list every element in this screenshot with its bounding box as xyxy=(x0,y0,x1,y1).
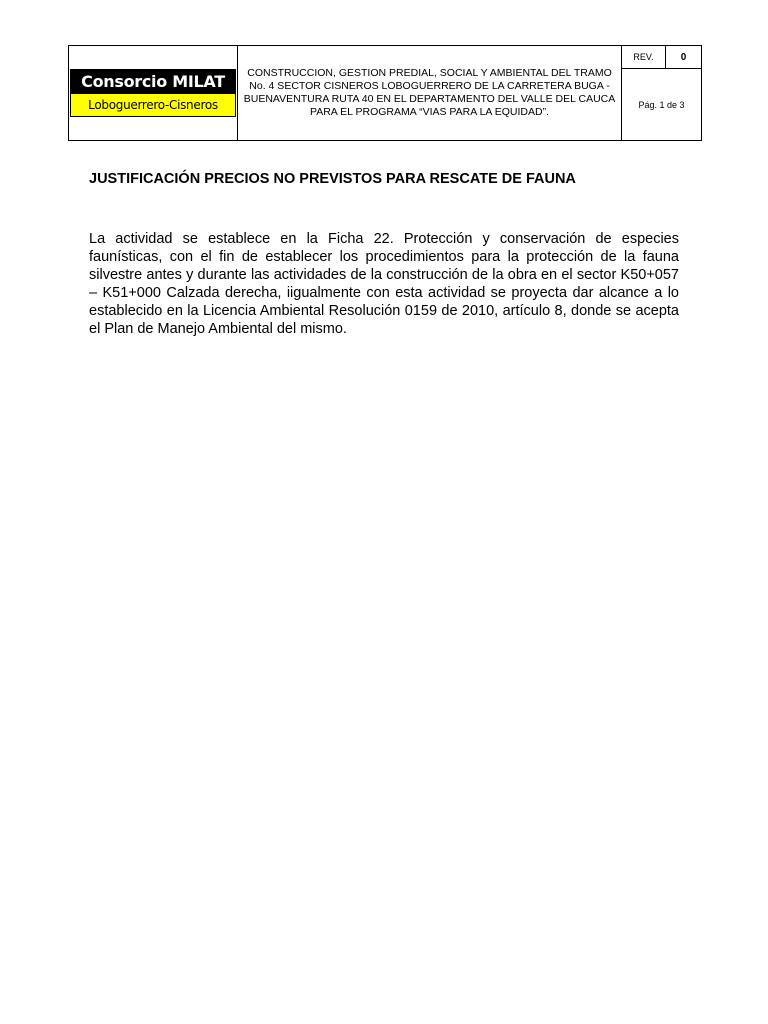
logo-project-name: Loboguerrero-Cisneros xyxy=(71,94,235,116)
logo-cell xyxy=(69,46,238,141)
document-header xyxy=(68,45,702,141)
page-number: Pág. 1 de 3 xyxy=(622,69,702,141)
revision-label: REV. xyxy=(622,46,666,69)
document-heading: JUSTIFICACIÓN PRECIOS NO PREVISTOS PARA RESCATE DE FAUNA xyxy=(89,171,576,187)
company-logo xyxy=(70,69,236,117)
revision-value: 0 xyxy=(666,46,702,69)
logo-company-name: Consorcio MILAT xyxy=(71,70,235,94)
body-paragraph: La actividad se establece en la Ficha 22. Protección y conservación de especies faunísticas, con el fin de establecer los procedimientos para la protección de la fauna silvestre antes y durante las actividades de la construcción de la obra en el sector K50+057 – K51+000 Calzada derecha, iigualmente con esta actividad se proyecta dar alcance a lo establecido en la Licencia Ambiental Resolución 0159 de 2010, artículo 8, donde se acepta el Plan de Manejo Ambiental del mismo. xyxy=(89,231,679,337)
project-title: CONSTRUCCION, GESTION PREDIAL, SOCIAL Y AMBIENTAL DEL TRAMO No. 4 SECTOR CISNEROS LOBOGUERRERO DE LA CARRETERA BUGA - BUENAVENTURA RUTA 40 EN EL DEPARTAMENTO DEL VALLE DEL CAUCA PARA EL PROGRAMA “VIAS PARA LA EQUIDAD”. xyxy=(238,46,622,141)
